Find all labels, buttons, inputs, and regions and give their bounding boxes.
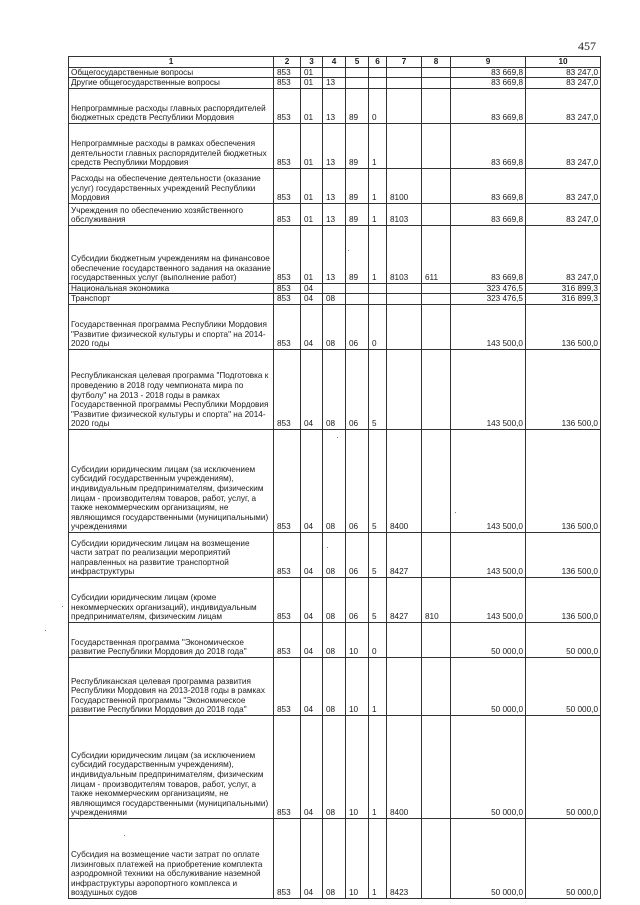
program-code-cell — [346, 283, 369, 294]
subprogram-code-cell: 0 — [369, 88, 387, 123]
subsection-code-cell — [323, 283, 346, 294]
amount-year-2-cell: 136 500,0 — [526, 577, 601, 622]
program-code-cell: 89 — [346, 88, 369, 123]
section-code-cell: 01 — [301, 203, 323, 225]
column-header: 9 — [451, 57, 526, 68]
subprogram-code-cell — [369, 78, 387, 89]
subprogram-code-cell — [369, 283, 387, 294]
column-header: 4 — [323, 57, 346, 68]
amount-year-2-cell: 83 247,0 — [526, 67, 601, 78]
section-code-cell: 04 — [301, 304, 323, 349]
row-name-cell: Другие общегосударственные вопросы — [69, 78, 274, 89]
expense-type-code-cell: 810 — [422, 577, 451, 622]
amount-year-2-cell: 83 247,0 — [526, 78, 601, 89]
expense-item-code-cell: 8427 — [387, 532, 422, 577]
ministry-code-cell: 853 — [274, 123, 301, 168]
section-code-cell: 01 — [301, 123, 323, 168]
expense-type-code-cell — [422, 349, 451, 429]
program-code-cell: 06 — [346, 532, 369, 577]
section-code-cell: 01 — [301, 225, 323, 283]
amount-year-1-cell: 83 669,8 — [451, 88, 526, 123]
ministry-code-cell: 853 — [274, 225, 301, 283]
row-name-cell: Республиканская целевая программа развития Республики Мордовия на 2013-2018 годы в рамках Государственной программы "Экономическое развитие Республики Мордовия до 2018 года" — [69, 657, 274, 715]
amount-year-2-cell: 83 247,0 — [526, 88, 601, 123]
subprogram-code-cell: 1 — [369, 225, 387, 283]
subsection-code-cell — [323, 67, 346, 78]
ministry-code-cell: 853 — [274, 657, 301, 715]
column-header: 1 — [69, 57, 274, 68]
amount-year-1-cell: 143 500,0 — [451, 429, 526, 532]
expense-type-code-cell — [422, 657, 451, 715]
subsection-code-cell: 13 — [323, 203, 346, 225]
subprogram-code-cell: 0 — [369, 622, 387, 657]
expense-item-code-cell — [387, 657, 422, 715]
program-code-cell — [346, 67, 369, 78]
row-name-cell: Субсидии юридическим лицам на возмещение части затрат по реализации мероприятий направленных на развитие транспортной инфраструктуры — [69, 532, 274, 577]
row-name-cell: Субсидии юридическим лицам (за исключением субсидий государственным учреждениям), индивидуальным предпринимателям, физическим лицам - производителям товаров, работ, услуг, а также некоммерческим организациям, не являющимся государственными (муниципальными) учреждениями — [69, 429, 274, 532]
program-code-cell: 89 — [346, 168, 369, 203]
expense-item-code-cell — [387, 622, 422, 657]
row-name-cell: Общегосударственные вопросы — [69, 67, 274, 78]
table-row — [69, 715, 601, 818]
amount-year-2-cell: 83 247,0 — [526, 123, 601, 168]
expense-type-code-cell — [422, 123, 451, 168]
expense-type-code-cell — [422, 532, 451, 577]
ministry-code-cell: 853 — [274, 429, 301, 532]
program-code-cell: 89 — [346, 203, 369, 225]
ministry-code-cell: 853 — [274, 78, 301, 89]
program-code-cell: 89 — [346, 225, 369, 283]
ministry-code-cell: 853 — [274, 294, 301, 305]
expense-item-code-cell — [387, 283, 422, 294]
expense-item-code-cell — [387, 294, 422, 305]
subprogram-code-cell — [369, 294, 387, 305]
ministry-code-cell: 853 — [274, 532, 301, 577]
subprogram-code-cell: 1 — [369, 818, 387, 898]
expense-type-code-cell — [422, 283, 451, 294]
table-row — [69, 622, 601, 657]
section-code-cell: 04 — [301, 283, 323, 294]
expense-type-code-cell — [422, 203, 451, 225]
expense-type-code-cell — [422, 78, 451, 89]
expense-item-code-cell — [387, 304, 422, 349]
table-row — [69, 88, 601, 123]
expense-type-code-cell — [422, 304, 451, 349]
program-code-cell: 06 — [346, 304, 369, 349]
column-header: 10 — [526, 57, 601, 68]
table-row — [69, 203, 601, 225]
table-row — [69, 123, 601, 168]
column-header: 5 — [346, 57, 369, 68]
amount-year-1-cell: 83 669,8 — [451, 67, 526, 78]
subprogram-code-cell: 1 — [369, 168, 387, 203]
column-header: 6 — [369, 57, 387, 68]
subprogram-code-cell — [369, 67, 387, 78]
expense-item-code-cell: 8100 — [387, 168, 422, 203]
expense-item-code-cell: 8427 — [387, 577, 422, 622]
amount-year-1-cell: 143 500,0 — [451, 304, 526, 349]
expense-type-code-cell: 611 — [422, 225, 451, 283]
expense-item-code-cell: 8400 — [387, 429, 422, 532]
row-name-cell: Субсидия на возмещение части затрат по оплате лизинговых платежей на приобретение комплекта аэродромной техники на обслуживание наземной инфраструктуры аэропортного комплекса и воздушных судов — [69, 818, 274, 898]
ministry-code-cell: 853 — [274, 304, 301, 349]
amount-year-2-cell: 136 500,0 — [526, 532, 601, 577]
row-name-cell: Транспорт — [69, 294, 274, 305]
subsection-code-cell: 13 — [323, 225, 346, 283]
row-name-cell: Расходы на обеспечение деятельности (оказание услуг) государственных учреждений Республики Мордовия — [69, 168, 274, 203]
amount-year-2-cell: 316 899,3 — [526, 294, 601, 305]
subsection-code-cell: 08 — [323, 622, 346, 657]
program-code-cell: 10 — [346, 657, 369, 715]
subsection-code-cell: 13 — [323, 168, 346, 203]
scan-speck — [62, 606, 63, 607]
program-code-cell: 06 — [346, 429, 369, 532]
scan-speck — [45, 630, 46, 631]
subsection-code-cell: 08 — [323, 715, 346, 818]
subsection-code-cell: 08 — [323, 294, 346, 305]
ministry-code-cell: 853 — [274, 349, 301, 429]
subprogram-code-cell: 5 — [369, 532, 387, 577]
program-code-cell: 89 — [346, 123, 369, 168]
subsection-code-cell: 08 — [323, 304, 346, 349]
amount-year-1-cell: 143 500,0 — [451, 349, 526, 429]
amount-year-1-cell: 83 669,8 — [451, 225, 526, 283]
amount-year-2-cell: 50 000,0 — [526, 657, 601, 715]
table-row — [69, 532, 601, 577]
subsection-code-cell: 08 — [323, 577, 346, 622]
amount-year-1-cell: 50 000,0 — [451, 622, 526, 657]
table-row — [69, 304, 601, 349]
subsection-code-cell: 13 — [323, 88, 346, 123]
row-name-cell: Субсидии юридическим лицам (кроме некоммерческих организаций), индивидуальным предпринимателям, физическим лицам — [69, 577, 274, 622]
amount-year-1-cell: 50 000,0 — [451, 715, 526, 818]
expense-type-code-cell — [422, 88, 451, 123]
subprogram-code-cell: 1 — [369, 123, 387, 168]
table-row — [69, 429, 601, 532]
section-code-cell: 04 — [301, 294, 323, 305]
page-number: 457 — [578, 39, 596, 53]
table-header-row — [69, 57, 601, 68]
amount-year-2-cell: 136 500,0 — [526, 349, 601, 429]
program-code-cell — [346, 78, 369, 89]
subprogram-code-cell: 5 — [369, 349, 387, 429]
scan-speck — [455, 512, 456, 513]
section-code-cell: 04 — [301, 429, 323, 532]
subsection-code-cell: 08 — [323, 657, 346, 715]
expense-type-code-cell — [422, 715, 451, 818]
expense-item-code-cell — [387, 78, 422, 89]
table-row — [69, 225, 601, 283]
program-code-cell: 10 — [346, 818, 369, 898]
row-name-cell: Государственная программа "Экономическое развитие Республики Мордовия до 2018 года" — [69, 622, 274, 657]
row-name-cell: Национальная экономика — [69, 283, 274, 294]
program-code-cell: 06 — [346, 577, 369, 622]
scan-speck — [348, 250, 349, 251]
amount-year-1-cell: 50 000,0 — [451, 818, 526, 898]
row-name-cell: Непрограммные расходы главных распорядителей бюджетных средств Республики Мордовия — [69, 88, 274, 123]
subsection-code-cell: 08 — [323, 429, 346, 532]
ministry-code-cell: 853 — [274, 203, 301, 225]
program-code-cell: 10 — [346, 622, 369, 657]
ministry-code-cell: 853 — [274, 168, 301, 203]
ministry-code-cell: 853 — [274, 715, 301, 818]
subprogram-code-cell: 5 — [369, 577, 387, 622]
expense-item-code-cell — [387, 123, 422, 168]
ministry-code-cell: 853 — [274, 283, 301, 294]
expense-item-code-cell: 8400 — [387, 715, 422, 818]
subsection-code-cell: 08 — [323, 349, 346, 429]
row-name-cell: Субсидии юридическим лицам (за исключением субсидий государственным учреждениям), индивидуальным предпринимателям, физическим лицам - производителям товаров, работ, услуг, а также некоммерческим организациям, не являющимся государственными (муниципальными) учреждениями — [69, 715, 274, 818]
ministry-code-cell: 853 — [274, 818, 301, 898]
expense-type-code-cell — [422, 294, 451, 305]
section-code-cell: 01 — [301, 168, 323, 203]
row-name-cell: Государственная программа Республики Мордовия "Развитие физической культуры и спорта" на 2014-2020 годы — [69, 304, 274, 349]
expense-type-code-cell — [422, 168, 451, 203]
amount-year-1-cell: 323 476,5 — [451, 294, 526, 305]
ministry-code-cell: 853 — [274, 577, 301, 622]
scan-speck — [124, 835, 125, 836]
subsection-code-cell: 13 — [323, 78, 346, 89]
section-code-cell: 04 — [301, 622, 323, 657]
table-row — [69, 349, 601, 429]
column-header: 3 — [301, 57, 323, 68]
program-code-cell — [346, 294, 369, 305]
section-code-cell: 04 — [301, 818, 323, 898]
budget-table — [68, 56, 601, 899]
amount-year-2-cell: 50 000,0 — [526, 715, 601, 818]
table-row — [69, 818, 601, 898]
subsection-code-cell: 13 — [323, 123, 346, 168]
amount-year-2-cell: 83 247,0 — [526, 168, 601, 203]
section-code-cell: 01 — [301, 88, 323, 123]
table-row — [69, 78, 601, 89]
amount-year-2-cell: 83 247,0 — [526, 203, 601, 225]
subsection-code-cell: 08 — [323, 532, 346, 577]
section-code-cell: 04 — [301, 715, 323, 818]
ministry-code-cell: 853 — [274, 622, 301, 657]
amount-year-2-cell: 136 500,0 — [526, 304, 601, 349]
row-name-cell: Республиканская целевая программа "Подготовка к проведению в 2018 году чемпионата мира по футболу" на 2013 - 2018 годы в рамках Государственной программы Республики Мордовия "Развитие физической культуры и спорта" на 2014-2020 годы — [69, 349, 274, 429]
row-name-cell: Непрограммные расходы в рамках обеспечения деятельности главных распорядителей бюджетных средств Республики Мордовия — [69, 123, 274, 168]
section-code-cell: 04 — [301, 577, 323, 622]
expense-type-code-cell — [422, 429, 451, 532]
subprogram-code-cell: 1 — [369, 715, 387, 818]
amount-year-1-cell: 83 669,8 — [451, 168, 526, 203]
section-code-cell: 04 — [301, 657, 323, 715]
amount-year-1-cell: 83 669,8 — [451, 123, 526, 168]
expense-type-code-cell — [422, 622, 451, 657]
table-row — [69, 168, 601, 203]
amount-year-1-cell: 323 476,5 — [451, 283, 526, 294]
expense-item-code-cell — [387, 67, 422, 78]
subprogram-code-cell: 5 — [369, 429, 387, 532]
table-row — [69, 67, 601, 78]
section-code-cell: 04 — [301, 532, 323, 577]
amount-year-1-cell: 143 500,0 — [451, 577, 526, 622]
scan-speck — [337, 437, 338, 438]
section-code-cell: 01 — [301, 78, 323, 89]
scan-speck — [327, 547, 328, 548]
amount-year-2-cell: 50 000,0 — [526, 622, 601, 657]
amount-year-2-cell: 83 247,0 — [526, 225, 601, 283]
expense-type-code-cell — [422, 818, 451, 898]
row-name-cell: Субсидии бюджетным учреждениям на финансовое обеспечение государственного задания на оказание государственных услуг (выполнение работ) — [69, 225, 274, 283]
row-name-cell: Учреждения по обеспечению хозяйственного обслуживания — [69, 203, 274, 225]
amount-year-2-cell: 136 500,0 — [526, 429, 601, 532]
expense-item-code-cell: 8103 — [387, 225, 422, 283]
column-header: 2 — [274, 57, 301, 68]
subsection-code-cell: 08 — [323, 818, 346, 898]
expense-item-code-cell — [387, 349, 422, 429]
ministry-code-cell: 853 — [274, 88, 301, 123]
subprogram-code-cell: 0 — [369, 304, 387, 349]
amount-year-2-cell: 316 899,3 — [526, 283, 601, 294]
section-code-cell: 04 — [301, 349, 323, 429]
subprogram-code-cell: 1 — [369, 657, 387, 715]
expense-item-code-cell: 8423 — [387, 818, 422, 898]
table-row — [69, 294, 601, 305]
program-code-cell: 06 — [346, 349, 369, 429]
column-header: 8 — [422, 57, 451, 68]
amount-year-1-cell: 83 669,8 — [451, 203, 526, 225]
table-row — [69, 577, 601, 622]
column-header: 7 — [387, 57, 422, 68]
ministry-code-cell: 853 — [274, 67, 301, 78]
amount-year-2-cell: 50 000,0 — [526, 818, 601, 898]
program-code-cell: 10 — [346, 715, 369, 818]
amount-year-1-cell: 83 669,8 — [451, 78, 526, 89]
amount-year-1-cell: 50 000,0 — [451, 657, 526, 715]
expense-item-code-cell: 8103 — [387, 203, 422, 225]
table-row — [69, 283, 601, 294]
expense-type-code-cell — [422, 67, 451, 78]
amount-year-1-cell: 143 500,0 — [451, 532, 526, 577]
expense-item-code-cell — [387, 88, 422, 123]
section-code-cell: 01 — [301, 67, 323, 78]
table-row — [69, 657, 601, 715]
subprogram-code-cell: 1 — [369, 203, 387, 225]
